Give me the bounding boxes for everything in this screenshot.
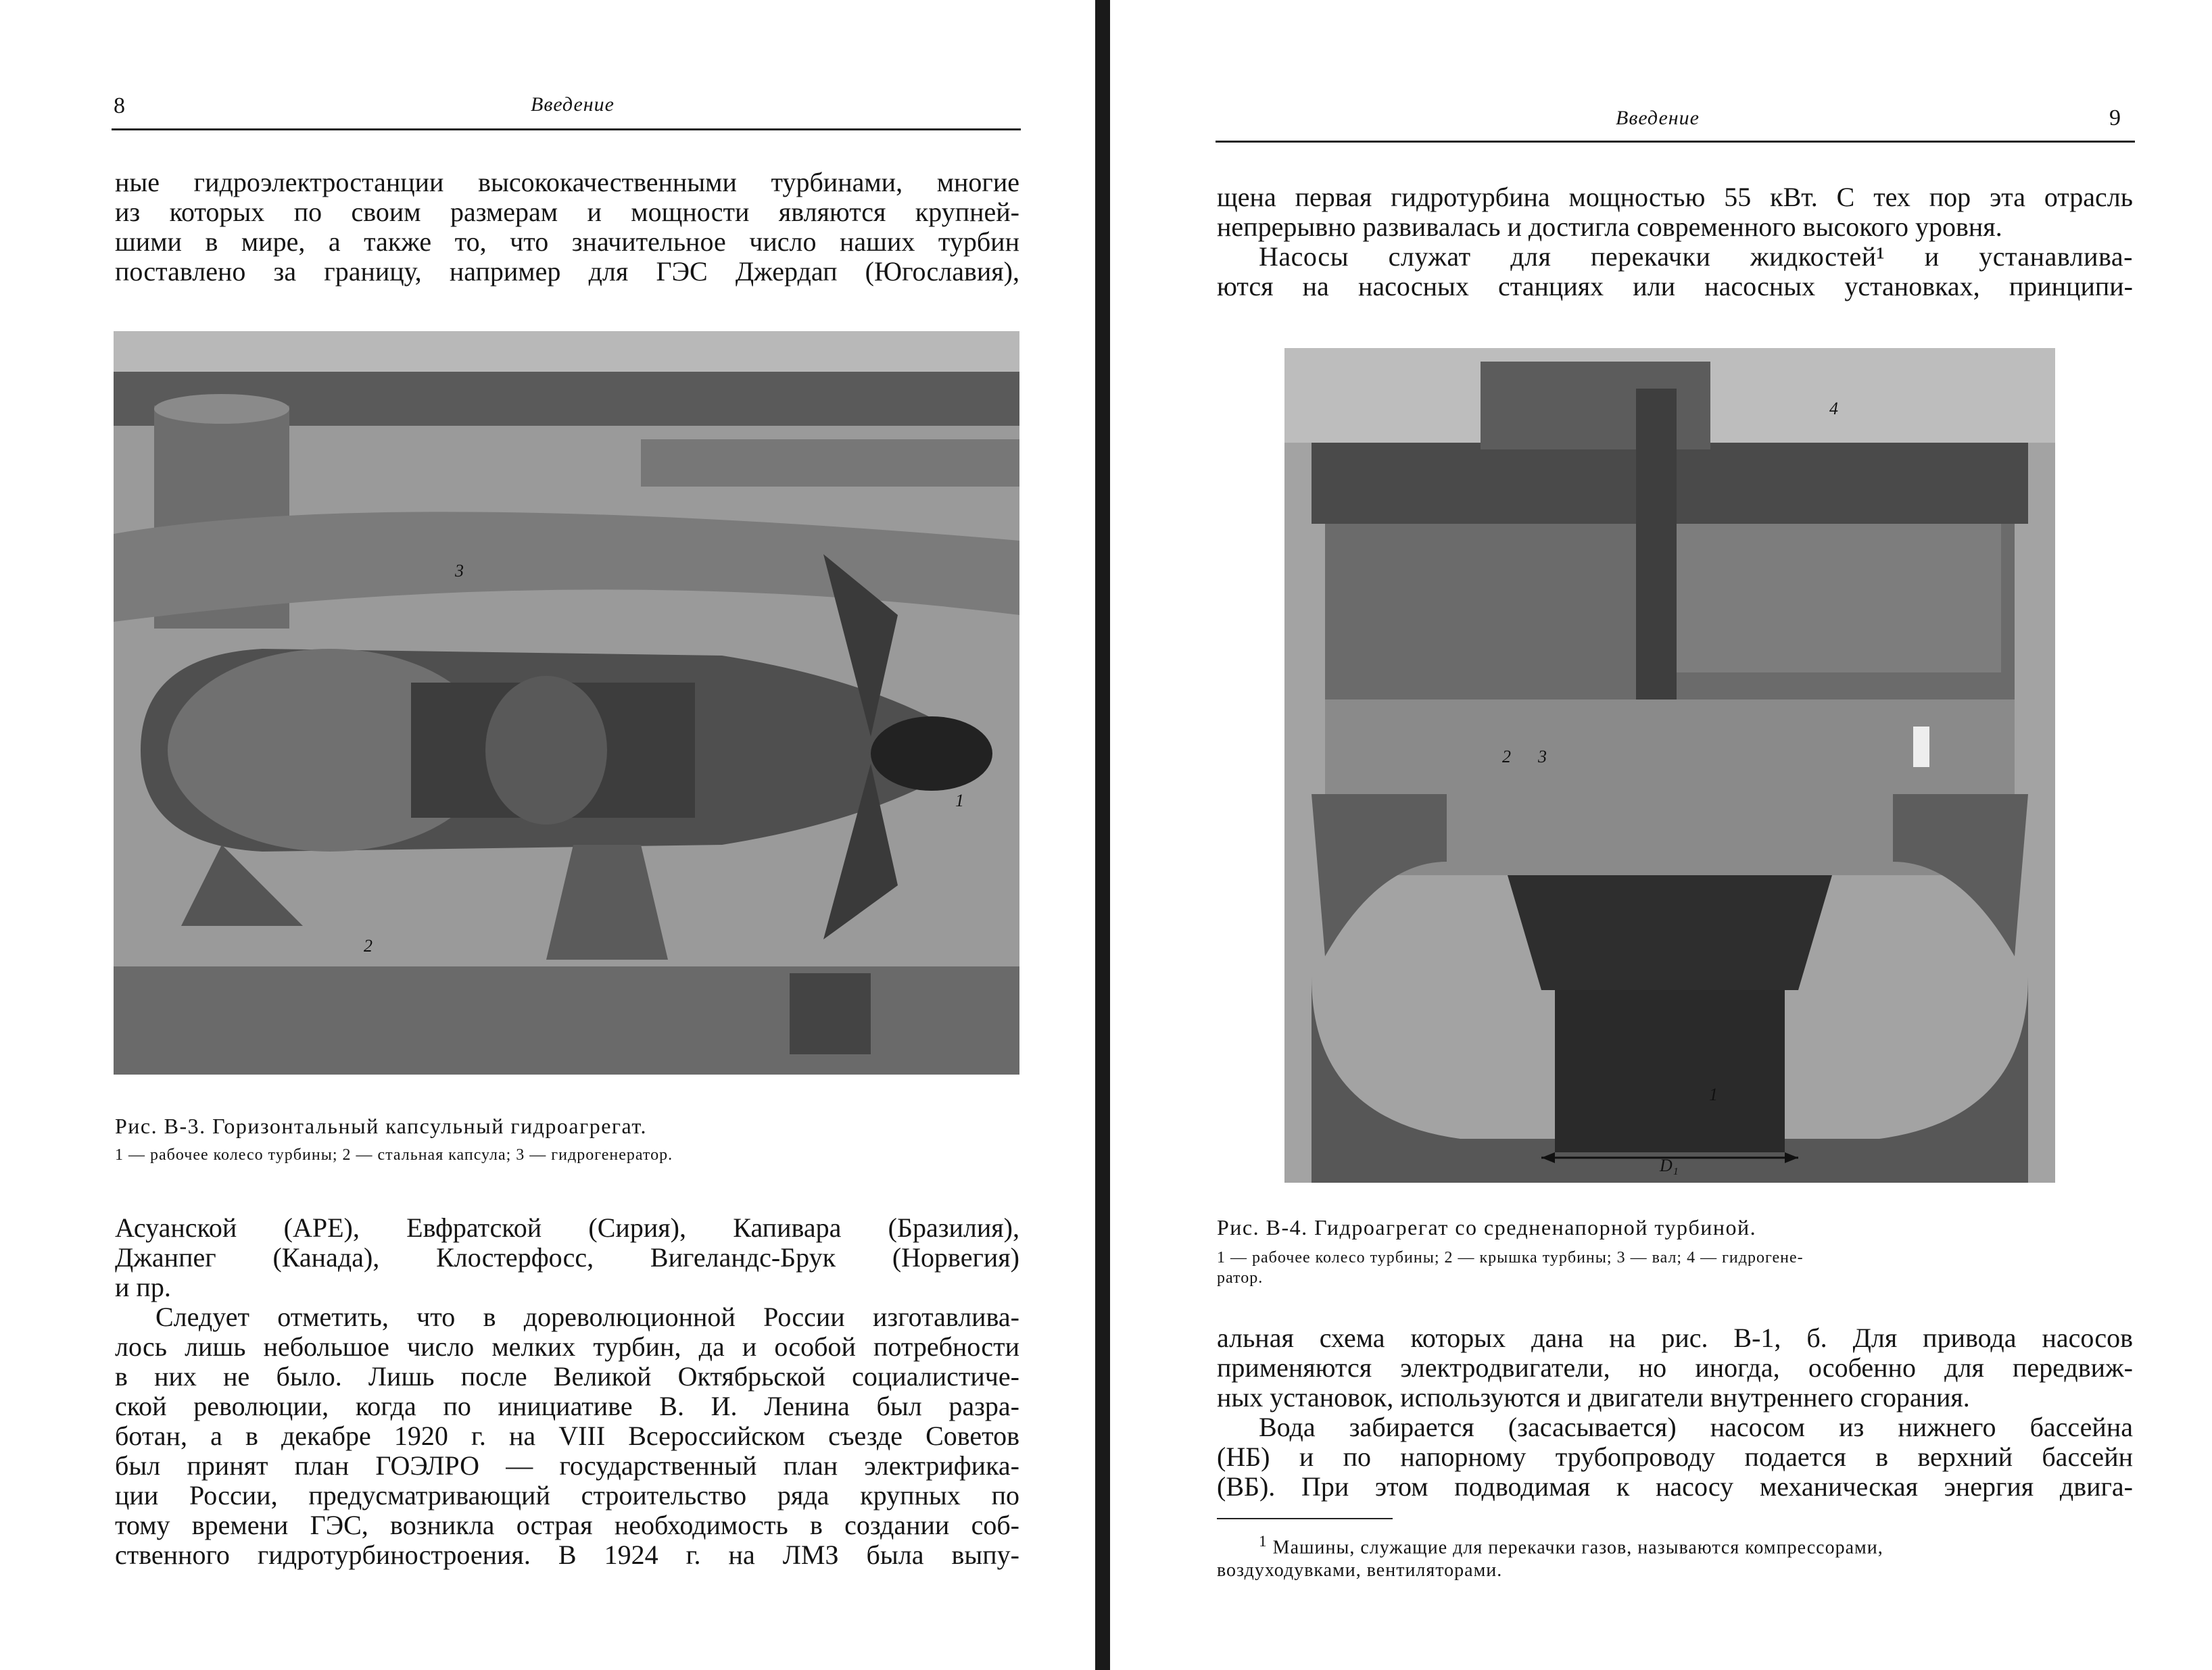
figure-capsule-hydro-unit (114, 331, 1019, 1075)
equipment-box (790, 973, 871, 1054)
sky-area (114, 331, 1019, 372)
figure-caption-legend: 1 — рабочее колесо турбины; 2 — крышка турбины; 3 — вал; 4 — гидрогене- (1217, 1249, 1804, 1267)
header-rule (112, 128, 1021, 130)
text-line: ции России, предусматривающий строительство ряда крупных по (115, 1481, 1019, 1511)
page-number: 8 (114, 93, 125, 118)
callout-3: 3 (1538, 747, 1547, 766)
text-line: лось лишь небольшое число мелких турбин, да и особой потребности (115, 1332, 1019, 1362)
text-line: Вода забирается (засасывается) насосом из нижнего бассейна (1259, 1413, 2133, 1442)
text-line: применяются электродвигатели, но иногда, особенно для передвиж- (1217, 1353, 2133, 1383)
shaft-top (154, 394, 289, 424)
text-line: (НБ) и по напорному трубопроводу подается в верхний бассейн (1217, 1442, 2133, 1472)
figure-caption-legend: 1 — рабочее колесо турбины; 2 — стальная капсула; 3 — гидрогенератор. (115, 1146, 673, 1164)
left-page (0, 0, 1082, 1670)
text-line: ные гидроэлектростанции высококачественными турбинами, многие (115, 168, 1019, 197)
callout-1: 1 (955, 791, 964, 810)
capsule-unit-drawing (114, 331, 1019, 1075)
right-page (1115, 0, 2212, 1670)
footnote-rule (1217, 1518, 1393, 1519)
text-line: ботан, а в декабре 1920 г. на VIII Всероссийском съезде Советов (115, 1421, 1019, 1451)
text-line: Асуанской (АРЕ), Евфратской (Сирия), Капивара (Бразилия), (115, 1213, 1019, 1243)
text-line: Джанпег (Канада), Клостерфосс, Вигеландс-Брук (Норвегия) (115, 1243, 1019, 1273)
page-number: 9 (2109, 105, 2121, 130)
text-line: ных установок, используются и двигатели внутреннего сгорания. (1217, 1383, 1970, 1413)
running-head: Введение (531, 93, 615, 116)
text-line: непрерывно развивалась и достигла современного высокого уровня. (1217, 212, 2002, 242)
book-binding-gutter (1095, 0, 1110, 1670)
callout-2: 2 (364, 936, 372, 956)
text-line: ской революции, когда по инициативе В. И. Ленина был разра- (115, 1392, 1019, 1421)
text-line: альная схема которых дана на рис. В-1, б. Для привода насосов (1217, 1323, 2133, 1353)
text-line: щена первая гидротурбина мощностью 55 кВт. С тех пор эта отрасль (1217, 182, 2133, 212)
text-line: был принят план ГОЭЛРО — государственный план электрифика- (115, 1451, 1019, 1481)
text-line: ются на насосных станциях или насосных установках, принципи- (1217, 272, 2133, 301)
text-line: (ВБ). При этом подводимая к насосу механическая энергия двига- (1217, 1472, 2133, 1502)
runner-hub (871, 716, 992, 791)
text-line: Насосы служат для перекачки жидкостей¹ и устанавлива- (1259, 242, 2133, 272)
text-line: шими в мире, а также то, что значительное число наших турбин (115, 227, 1019, 257)
dimension-label: D₁ (1660, 1156, 1679, 1175)
callout-3: 3 (455, 561, 464, 581)
dimension-line (1284, 348, 2055, 1183)
text-line: Следует отметить, что в дореволюционной России изготавлива- (155, 1302, 1019, 1332)
text-line: и пр. (115, 1273, 171, 1302)
generator-stator (485, 676, 607, 825)
text-line: ственного гидротурбиностроения. В 1924 г. на ЛМЗ была выпу- (115, 1540, 1019, 1570)
header-rule (1216, 141, 2135, 143)
callout-4: 4 (1829, 399, 1838, 418)
callout-1: 1 (1709, 1085, 1718, 1104)
footnote-line (1259, 1533, 1883, 1558)
gantry (641, 439, 1019, 487)
figure-caption-title: Рис. В-4. Гидроагрегат со средненапорной турбиной. (1217, 1215, 1757, 1239)
text-line: поставлено за границу, например для ГЭС Джердап (Югославия), (115, 257, 1019, 287)
footnote-line: воздуходувками, вентиляторами. (1217, 1560, 1503, 1581)
text-line: тому времени ГЭС, возникла острая необходимость в создании соб- (115, 1511, 1019, 1540)
footnote-text: Машины, служащие для перекачки газов, называются компрессорами, (1272, 1537, 1883, 1558)
figure-caption-title: Рис. В-3. Горизонтальный капсульный гидроагрегат. (115, 1114, 647, 1138)
figure-caption-legend: ратор. (1217, 1269, 1264, 1287)
foundation (114, 966, 1019, 1075)
running-head: Введение (1616, 107, 1700, 129)
text-line: из которых по своим размерам и мощности являются крупней- (115, 197, 1019, 227)
callout-2: 2 (1502, 747, 1511, 766)
text-line: в них не было. Лишь после Великой Октябрьской социалистиче- (115, 1362, 1019, 1392)
figure-medium-head-unit (1284, 348, 2055, 1183)
footnote-marker: 1 (1259, 1533, 1268, 1550)
